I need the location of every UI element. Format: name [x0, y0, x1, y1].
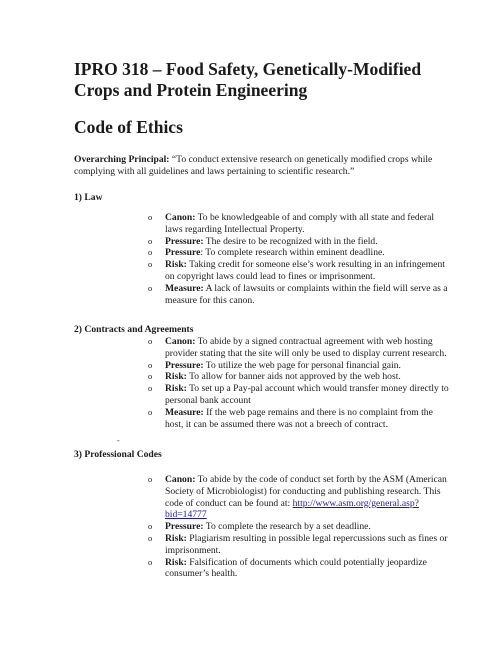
asm-code-link[interactable]: http://www.asm.org/general.asp?bid=14777 — [165, 497, 419, 521]
list-item: o Pressure: To complete the research by a set deadline. — [148, 521, 371, 533]
bullet-icon: o — [148, 282, 153, 293]
list-item: o Risk: To allow for banner aids not approved by the web host. — [148, 371, 401, 383]
list-item: o Measure: If the web page remains and there is no complaint from the host, it can be assumed there was not a breech of contract. — [148, 406, 433, 430]
list-item: o Pressure: The desire to be recognized with in the field. — [148, 235, 378, 247]
list-item: o Pressure: To utilize the web page for personal financial gain. — [148, 359, 401, 371]
section-list-professional-codes — [148, 474, 450, 580]
bullet-icon: o — [148, 247, 153, 258]
section-heading-professional-codes: 3) Professional Codes — [74, 449, 162, 460]
stray-mark: - — [117, 436, 120, 445]
list-item: o Risk: To set up a Pay-pal account which would transfer money directly to personal bank account — [148, 383, 449, 406]
list-item: o Risk: Taking credit for someone else’s work resulting in an infringement on copyright laws could lead to fines or imprisonment. — [148, 259, 445, 282]
bullet-icon: o — [148, 383, 153, 394]
document-title: IPRO 318 – Food Safety, Genetically-Modified Crops and Protein Engineering — [74, 59, 422, 100]
bullet-icon: o — [148, 371, 153, 382]
bullet-icon: o — [148, 521, 153, 532]
section-heading-law: 1) Law — [74, 192, 103, 203]
section-list-contracts — [148, 336, 450, 430]
bullet-icon: o — [148, 359, 153, 370]
section-heading-contracts: 2) Contracts and Agreements — [74, 324, 194, 335]
list-item: o Measure: A lack of lawsuits or complaints within the field will serve as a measure for this canon. — [148, 282, 448, 306]
list-item: o Pressure: To complete research within eminent deadline. — [148, 247, 385, 259]
list-item: o Canon: To abide by the code of conduct set forth by the ASM (American Society of Microbiologist) for conducting and publishing research. This code of conduct can be found at: http://www.asm.org/general.asp?bid=14777 — [148, 474, 447, 521]
section-list-law — [148, 212, 450, 306]
bullet-icon: o — [148, 235, 153, 246]
bullet-icon: o — [148, 212, 153, 222]
overarching-principal — [74, 154, 444, 178]
principal-label: Overarching Principal: — [74, 154, 170, 165]
bullet-icon: o — [148, 406, 153, 417]
bullet-icon: o — [148, 532, 153, 543]
bullet-icon: o — [148, 556, 153, 567]
bullet-icon: o — [148, 336, 153, 346]
bullet-icon: o — [148, 259, 153, 270]
list-item: o Risk: Plagiarism resulting in possible legal repercussions such as fines or imprisonment. — [148, 532, 448, 556]
list-item: o Risk: Falsification of documents which could potentially jeopardize consumer’s health. — [148, 556, 427, 580]
list-item: o Canon: To abide by a signed contractual agreement with web hosting provider stating that the site will only be used to display current research. — [148, 336, 447, 359]
document-subtitle: Code of Ethics — [74, 117, 183, 137]
principal-text: “To conduct extensive research on genetically modified crops while complying with all guidelines and laws pertaining to scientific research.” — [74, 154, 433, 178]
list-item: o Canon: To be knowledgeable of and comply with all state and federal laws regarding Intellectual Property. — [148, 212, 435, 235]
bullet-icon: o — [148, 474, 153, 484]
